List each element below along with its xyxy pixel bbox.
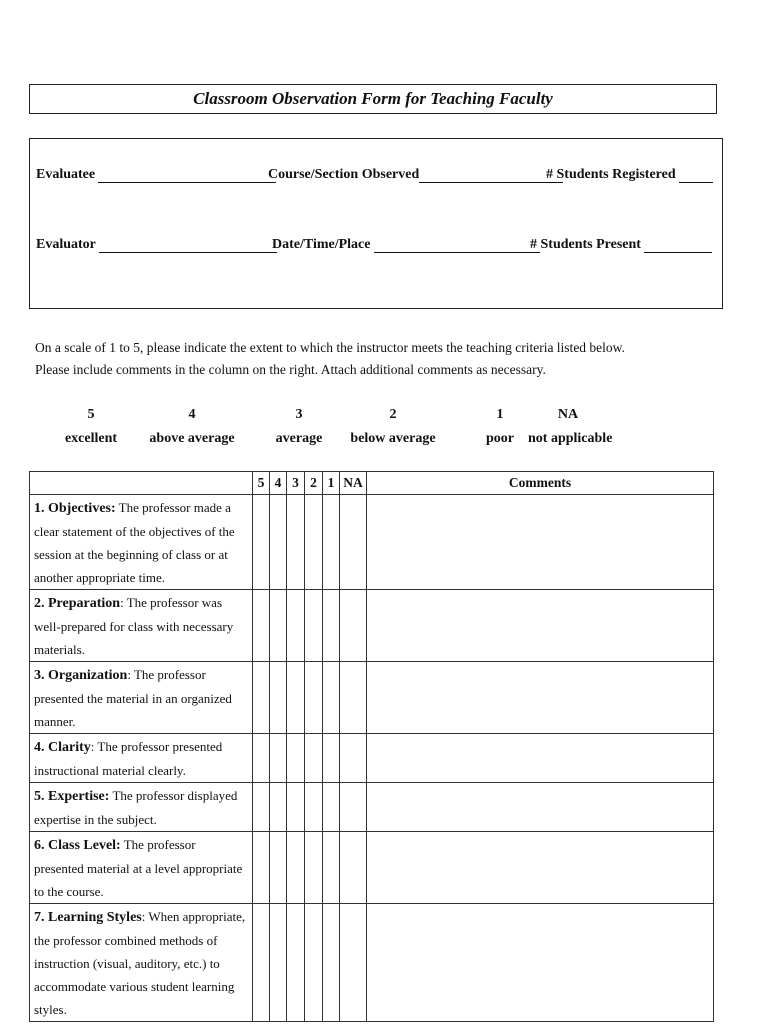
students-present-field[interactable] xyxy=(530,237,712,253)
comments-cell[interactable] xyxy=(367,832,714,904)
rating-cell-3[interactable] xyxy=(287,662,305,734)
header-rating-3: 3 xyxy=(287,472,305,495)
rating-cell-1[interactable] xyxy=(323,783,340,832)
students-present-input[interactable] xyxy=(644,238,712,253)
criterion-label: 2. Preparation xyxy=(34,596,121,611)
table-row xyxy=(30,904,714,1022)
students-registered-input[interactable] xyxy=(679,168,713,183)
scale-label: average xyxy=(275,431,323,446)
criteria-header xyxy=(30,472,253,495)
rating-cell-1[interactable] xyxy=(323,904,340,1022)
criterion-cell xyxy=(30,832,253,904)
scale-label: below average xyxy=(350,431,436,446)
evaluator-label: Evaluator xyxy=(36,237,96,252)
scale-label: not applicable xyxy=(528,431,613,446)
rating-cell-4[interactable] xyxy=(270,590,287,662)
criterion-cell xyxy=(30,495,253,590)
course-section-input[interactable] xyxy=(419,168,563,183)
criterion-cell xyxy=(30,734,253,783)
rating-cell-4[interactable] xyxy=(270,662,287,734)
criterion-label: 6. Class Level: xyxy=(34,838,121,853)
table-row xyxy=(30,832,714,904)
rating-cell-5[interactable] xyxy=(253,832,270,904)
rating-cell-5[interactable] xyxy=(253,662,270,734)
form-title xyxy=(29,84,717,114)
rating-cell-2[interactable] xyxy=(305,783,323,832)
comments-cell[interactable] xyxy=(367,904,714,1022)
students-registered-field[interactable] xyxy=(546,167,713,183)
rating-cell-na[interactable] xyxy=(340,904,367,1022)
rating-cell-2[interactable] xyxy=(305,662,323,734)
criterion-label: 3. Organization xyxy=(34,668,128,683)
instructions-line-2: Please include comments in the column on the right. Attach additional comments as necessary. xyxy=(35,362,546,377)
rating-cell-3[interactable] xyxy=(287,495,305,590)
scale-item-4 xyxy=(147,403,237,451)
criterion-cell xyxy=(30,590,253,662)
date-time-place-field[interactable] xyxy=(272,237,540,253)
scale-label: above average xyxy=(149,431,235,446)
rating-cell-3[interactable] xyxy=(287,590,305,662)
criterion-text: The professor presented material at a level appropriate to the course. xyxy=(34,837,243,899)
scale-item-na xyxy=(528,403,613,451)
rating-cell-2[interactable] xyxy=(305,590,323,662)
rating-cell-4[interactable] xyxy=(270,783,287,832)
scale-item-1 xyxy=(482,403,518,451)
comments-cell[interactable] xyxy=(367,662,714,734)
scale-item-3 xyxy=(268,403,330,451)
comments-header: Comments xyxy=(367,472,714,495)
students-registered-label: # Students Registered xyxy=(546,167,676,182)
criterion-text: : When appropriate, the professor combined methods of instruction (visual, auditory, etc.) to accommodate various student learning styles. xyxy=(34,909,246,1017)
rating-cell-2[interactable] xyxy=(305,904,323,1022)
rating-cell-1[interactable] xyxy=(323,832,340,904)
criterion-cell xyxy=(30,662,253,734)
comments-cell[interactable] xyxy=(367,783,714,832)
comments-cell[interactable] xyxy=(367,495,714,590)
ratings-table xyxy=(29,471,714,1022)
evaluator-field[interactable] xyxy=(36,237,277,253)
date-time-place-label: Date/Time/Place xyxy=(272,237,371,252)
scale-value: 2 xyxy=(389,407,397,422)
rating-cell-5[interactable] xyxy=(253,495,270,590)
rating-cell-5[interactable] xyxy=(253,783,270,832)
criterion-text: : The professor presented instructional material clearly. xyxy=(34,739,223,778)
course-section-label: Course/Section Observed xyxy=(268,167,420,182)
criterion-label: 1. Objectives: xyxy=(34,501,116,516)
criterion-text: : The professor was well-prepared for class with necessary materials. xyxy=(34,595,234,657)
criterion-label: 4. Clarity xyxy=(34,740,91,755)
scale-item-5 xyxy=(60,403,122,451)
rating-cell-4[interactable] xyxy=(270,734,287,783)
rating-cell-4[interactable] xyxy=(270,495,287,590)
rating-cell-1[interactable] xyxy=(323,495,340,590)
rating-cell-2[interactable] xyxy=(305,734,323,783)
rating-cell-5[interactable] xyxy=(253,904,270,1022)
rating-cell-1[interactable] xyxy=(323,662,340,734)
table-row xyxy=(30,590,714,662)
header-rating-4: 4 xyxy=(270,472,287,495)
students-present-label: # Students Present xyxy=(530,237,641,252)
date-time-place-input[interactable] xyxy=(374,238,540,253)
scale-value: 3 xyxy=(295,407,303,422)
scale-label: excellent xyxy=(64,431,118,446)
rating-cell-3[interactable] xyxy=(287,904,305,1022)
evaluatee-field[interactable] xyxy=(36,167,276,183)
rating-cell-3[interactable] xyxy=(287,734,305,783)
rating-cell-2[interactable] xyxy=(305,495,323,590)
comments-cell[interactable] xyxy=(367,734,714,783)
table-row xyxy=(30,662,714,734)
comments-cell[interactable] xyxy=(367,590,714,662)
header-rating-na: NA xyxy=(340,472,367,495)
scale-value: NA xyxy=(557,407,579,422)
rating-cell-na[interactable] xyxy=(340,495,367,590)
evaluatee-input[interactable] xyxy=(98,168,276,183)
form-title-text: Classroom Observation Form for Teaching Faculty xyxy=(193,89,553,108)
scale-value: 5 xyxy=(87,407,95,422)
table-row xyxy=(30,495,714,590)
scale-item-2 xyxy=(348,403,438,451)
scale-value: 1 xyxy=(496,407,504,422)
rating-cell-3[interactable] xyxy=(287,783,305,832)
instructions xyxy=(35,337,625,381)
evaluatee-label: Evaluatee xyxy=(36,167,96,182)
rating-cell-na[interactable] xyxy=(340,832,367,904)
criterion-cell xyxy=(30,904,253,1022)
rating-cell-na[interactable] xyxy=(340,783,367,832)
criterion-cell xyxy=(30,783,253,832)
rating-cell-na[interactable] xyxy=(340,734,367,783)
header-rating-5: 5 xyxy=(253,472,270,495)
rating-cell-5[interactable] xyxy=(253,590,270,662)
criterion-text: The professor displayed expertise in the subject. xyxy=(34,788,238,827)
rating-cell-1[interactable] xyxy=(323,734,340,783)
rating-cell-4[interactable] xyxy=(270,904,287,1022)
course-section-field[interactable] xyxy=(268,167,563,183)
instructions-line-1: On a scale of 1 to 5, please indicate the extent to which the instructor meets the teaching criteria listed below. xyxy=(35,340,625,355)
scale-label: poor xyxy=(486,431,514,446)
evaluator-input[interactable] xyxy=(99,238,277,253)
criterion-label: 7. Learning Styles xyxy=(34,910,142,925)
rating-cell-3[interactable] xyxy=(287,832,305,904)
rating-cell-1[interactable] xyxy=(323,590,340,662)
criterion-label: 5. Expertise: xyxy=(34,789,110,804)
table-row xyxy=(30,734,714,783)
observation-info-box xyxy=(29,138,723,309)
header-rating-1: 1 xyxy=(323,472,340,495)
scale-value: 4 xyxy=(188,407,196,422)
ratings-header-row xyxy=(30,472,714,495)
rating-cell-na[interactable] xyxy=(340,590,367,662)
header-rating-2: 2 xyxy=(305,472,323,495)
criterion-text: The professor made a clear statement of the objectives of the session at the beginning of class or at another appropriate time. xyxy=(34,500,235,585)
rating-cell-2[interactable] xyxy=(305,832,323,904)
table-row xyxy=(30,783,714,832)
rating-cell-5[interactable] xyxy=(253,734,270,783)
rating-cell-na[interactable] xyxy=(340,662,367,734)
criterion-text: : The professor presented the material in an organized manner. xyxy=(34,667,232,729)
rating-cell-4[interactable] xyxy=(270,832,287,904)
